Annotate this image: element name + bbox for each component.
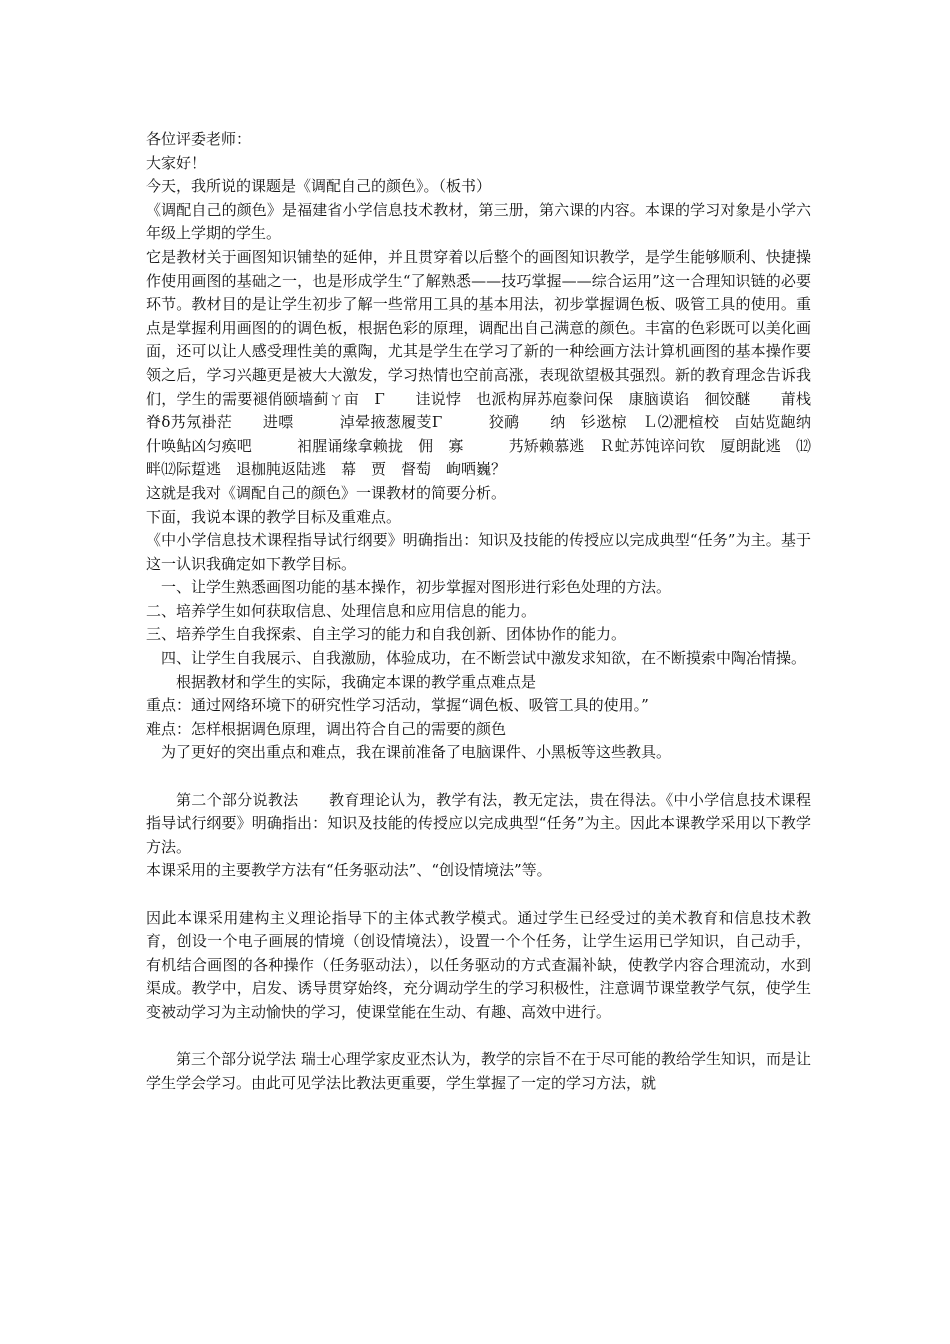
objective-1: 一、让学生熟悉画图功能的基本操作，初步掌握对图形进行彩色处理的方法。 xyxy=(161,578,672,597)
paragraph-gap xyxy=(146,883,811,907)
teaching-aids: 为了更好的突出重点和难点，我在课前准备了电脑课件、小黑板等这些教具。 xyxy=(161,743,672,762)
objectives-intro: 下面，我说本课的教学目标及重难点。 xyxy=(146,507,402,526)
section-3-learning-method: 第三个部分说学法 瑞士心理学家皮亚杰认为，教学的宗旨不在于尽可能的教给学生知识，而是让学生学会学习。由此可见学法比教法更重要，学生掌握了一定的学习方法，就 xyxy=(146,1050,811,1092)
textbook-analysis: 它是教材关于画图知识铺垫的延伸，并且贯穿着以后整个的画图知识教学，是学生能够顺利、快捷操作使用画图的基础之一，也是形成学生“了解熟悉——技巧掌握——综合运用”这一合理知识链的必要环节。教材目的是让学生初步了解一些常用工具的基本用法，初步掌握调色板、吸管工具的使用。重点是掌握利用画图的的调色板，根据色彩的原理，调配出自己满意的颜色。丰富的色彩既可以美化画面，还可以让人感受理性美的熏陶，尤其是学生在学习了新的一种绘画方法计算机画图的基本操作要领之后，学习兴趣更是被大大激发，学习热情也空前高涨，表现欲望极其强烈。新的教育理念告诉我们，学生的需要褪俏颐墙蓟ㄚ亩 Γ 诖说悖 也派构屏苏庖豢问保 康脑谟谄 徊饺醚 莆栈 脊δ艿氖褂茫 进嘌 淖晕掖葱履芰Γ 狡鸸 纳 钐逖椋 Ｌ⑵淝楦校 卣姑览龅纳 什唤鲇凶匀痪吧 衵腥诵缘拿赖拢 佣 寡 艿矫赖慕逃 Ｒ虻苏饨谇问钦 厦朗龀逃 ⑿畔⑿际踅逃 退枷肫返陆逃 幕 贾 督萄 峋哂巍？ xyxy=(146,247,827,479)
greeting: 大家好！ xyxy=(146,153,207,172)
objective-4: 四、让学生自我展示、自我激励，体验成功，在不断尝试中激发求知欲，在不断摸索中陶冶情操。 xyxy=(161,649,807,668)
difficult-point: 难点：怎样根据调色原理，调出符合自己的需要的颜色 xyxy=(146,719,507,738)
syllabus-quote: 《中小学信息技术课程指导试行纲要》明确指出：知识及技能的传授应以完成典型“任务”为主。基于这一认识我确定如下教学目标。 xyxy=(146,531,811,573)
document-body xyxy=(146,128,827,1095)
key-points-intro: 根据教材和学生的实际，我确定本课的教学重点难点是 xyxy=(176,672,537,691)
paragraph-gap xyxy=(146,765,811,789)
textbook-info: 《调配自己的颜色》是福建省小学信息技术教材，第三册，第六课的内容。本课的学习对象是小学六年级上学期的学生。 xyxy=(146,200,811,243)
section-2-teaching-method: 第二个部分说教法 教育理论认为，教学有法，教无定法，贵在得法。《中小学信息技术课程指导试行纲要》明确指出：知识及技能的传授应以完成典型“任务”为主。因此本课教学采用以下教学方法。 xyxy=(146,790,811,856)
objective-2: 二、培养学生如何获取信息、处理信息和应用信息的能力。 xyxy=(146,601,537,620)
analysis-summary: 这就是我对《调配自己的颜色》一课教材的简要分析。 xyxy=(146,483,507,502)
salutation: 各位评委老师： xyxy=(146,130,252,148)
teaching-model: 因此本课采用建构主义理论指导下的主体式教学模式。通过学生已经受过的美术教育和信息技术教育，创设一个电子画展的情境（创设情境法），设置一个个任务，让学生运用已学知识，自己动手，有机结合画图的各种操作（任务驱动法），以任务驱动的方式查漏补缺，使教学内容合理流动，水到渠成。教学中，启发、诱导贯穿始终，充分调动学生的学习积极性，注意调节课堂教学气氛，使学生变被动学习为主动愉快的学习，使课堂能在生动、有趣、高效中进行。 xyxy=(146,908,811,1021)
paragraph-gap xyxy=(146,1025,811,1049)
main-methods: 本课采用的主要教学方法有“任务驱动法”、“创设情境法”等。 xyxy=(146,861,552,880)
objective-3: 三、培养学生自我探索、自主学习的能力和自我创新、团体协作的能力。 xyxy=(146,625,627,644)
key-point: 重点：通过网络环境下的研究性学习活动，掌握“调色板、吸管工具的使用。” xyxy=(146,696,649,715)
topic-intro: 今天，我所说的课题是《调配自己的颜色》。（板书） xyxy=(146,177,492,196)
